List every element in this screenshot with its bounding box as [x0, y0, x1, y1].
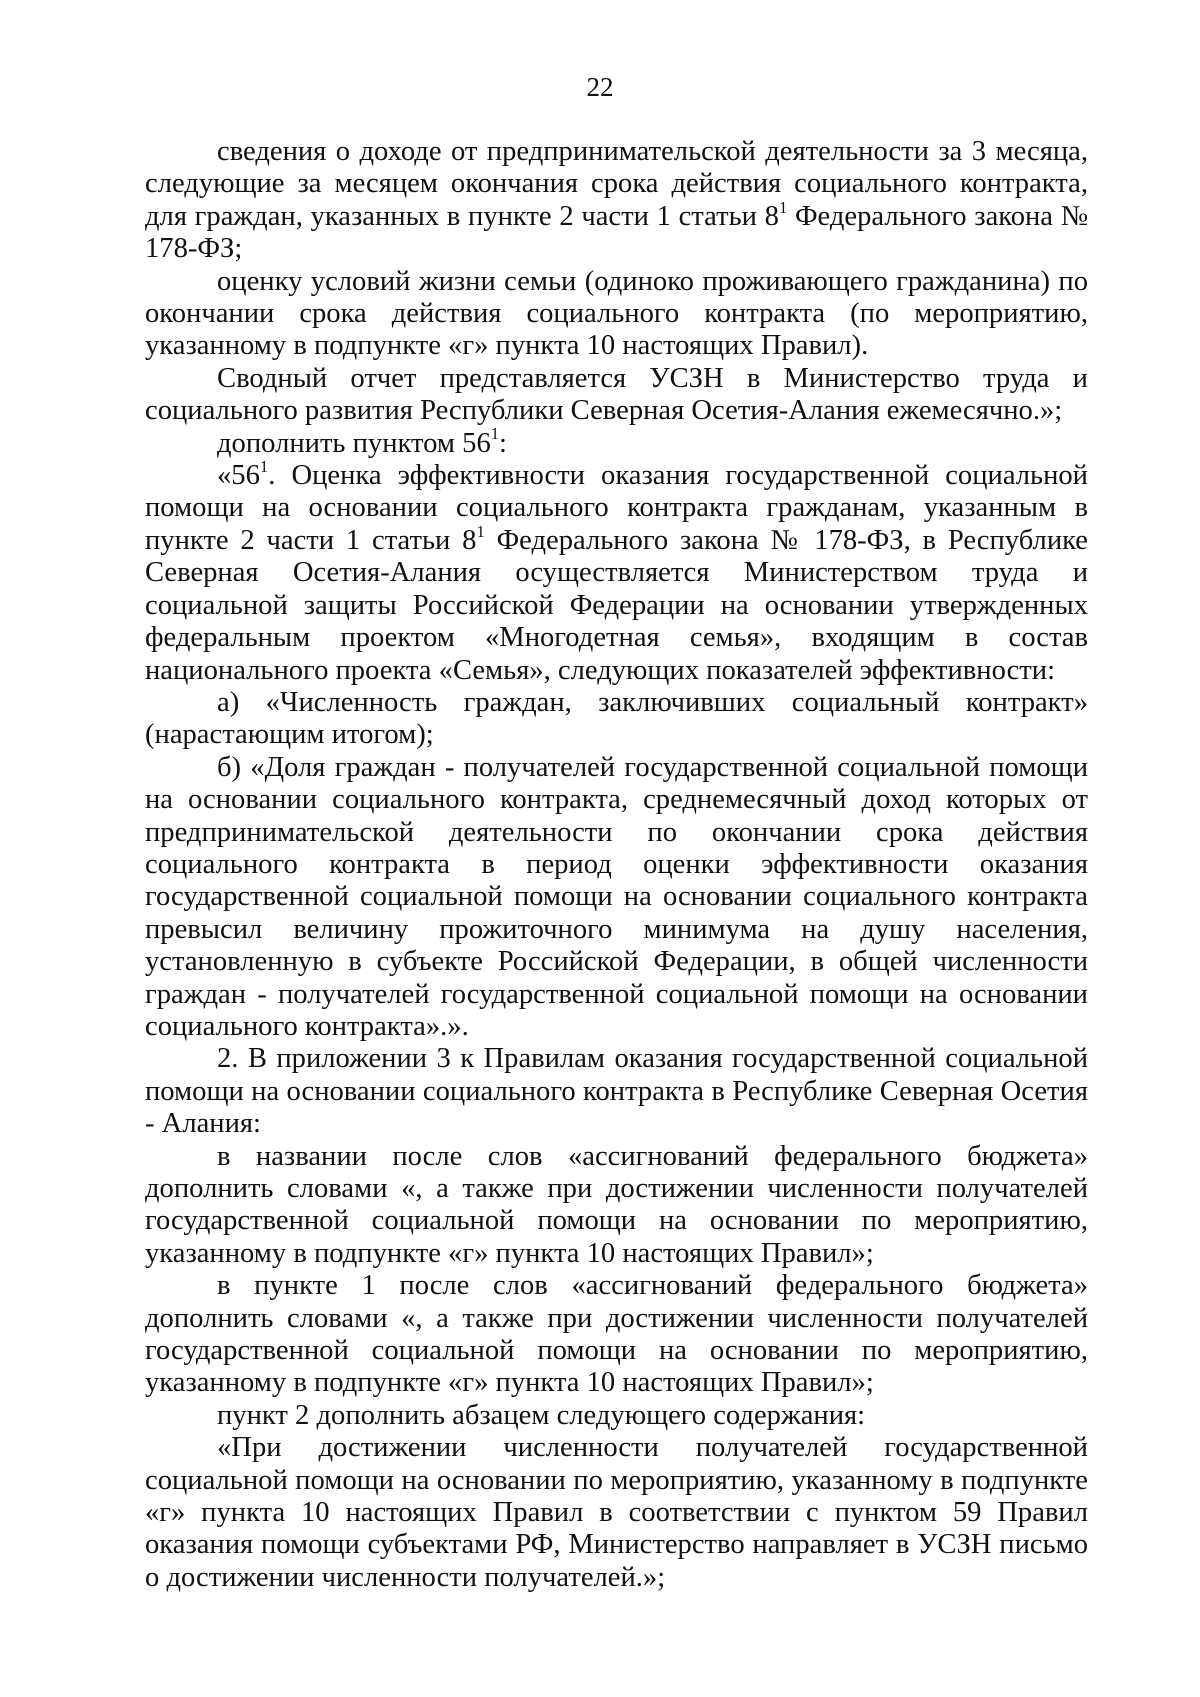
paragraph-summary-report: Сводный отчет представляется УСЗН в Министерство труда и социального развития Республики Северная Осетия-Алания ежемесячно.»;	[145, 362, 1088, 427]
paragraph-living-conditions: оценку условий жизни семьи (одиноко проживающего гражданина) по окончании срока действия социального контракта (по мероприятию, указанному в подпункте «г» пункта 10 настоящих Правил).	[145, 265, 1088, 362]
paragraph-add-clause-56-1: дополнить пунктом $56^1$:	[217, 424, 507, 459]
paragraph-item-a: а) «Численность граждан, заключивших социальный контракт» (нарастающим итогом);	[145, 686, 1088, 751]
paragraph-clause-1-amendment: в пункте 1 после слов «ассигнований федерального бюджета» дополнить словами «, а также при достижении численности получателей государственной социальной помощи на основании по мероприятию, указанному в подпункте «г» пункта 10 настоящих Правил»;	[145, 1270, 1088, 1399]
superscript-one: 1	[476, 521, 485, 541]
paragraph-clause-56-1: «$56^1$. Оценка эффективности оказания государственной социальной помощи на основании социального контракта гражданам, указанным в пункте 2 части 1 статьи $8^1$ Федерального закона № 178-ФЗ, в Республике Северная Осетия-Алания осуществляется Министерством труда и социальной защиты Российской Федерации на основании утвержденных федеральным проектом «Многодетная семья», входящим в состав национального проекта «Семья», следующих показателей эффективности:	[145, 456, 1088, 686]
document-body	[145, 136, 1088, 1594]
superscript-one: 1	[259, 456, 269, 476]
paragraph-title-amendment: в названии после слов «ассигнований федерального бюджета» дополнить словами «, а также при достижении численности получателей государственной социальной помощи на основании по мероприятию, указанному в подпункте «г» пункта 10 настоящих Правил»;	[145, 1140, 1088, 1269]
superscript-one: 1	[778, 197, 788, 217]
superscript-one: 1	[490, 424, 500, 444]
paragraph-clause-2-addition: пункт 2 дополнить абзацем следующего содержания:	[217, 1399, 866, 1431]
paragraph-item-b: б) «Доля граждан - получателей государственной социальной помощи на основании социального контракта, среднемесячный доход которых от предпринимательской деятельности по окончании срока действия социального контракта в период оценки эффективности оказания государственной социальной помощи на основании социального контракта превысил величину прожиточного минимума на душу населения, установленную в субъекте Российской Федерации, в общей численности граждан - получателей государственной социальной помощи на основании социального контракта».».	[145, 751, 1088, 1042]
page-number: 22	[586, 72, 614, 102]
paragraph-income-info: сведения о доходе от предпринимательской деятельности за 3 месяца, следующие за месяцем окончания срока действия социального контракта, для граждан, указанных в пункте 2 части 1 статьи $8^1$ Федерального закона № 178-ФЗ;	[145, 136, 1088, 265]
paragraph-new-text: «При достижении численности получателей государственной социальной помощи на основании по мероприятию, указанному в подпункте «г» пункта 10 настоящих Правил в соответствии с пунктом 59 Правил оказания помощи субъектами РФ, Министерство направляет в УСЗН письмо о достижении численности получателей.»;	[145, 1432, 1088, 1593]
paragraph-appendix-3: 2. В приложении 3 к Правилам оказания государственной социальной помощи на основании социального контракта в Республике Северная Осетия - Алания:	[145, 1043, 1088, 1140]
